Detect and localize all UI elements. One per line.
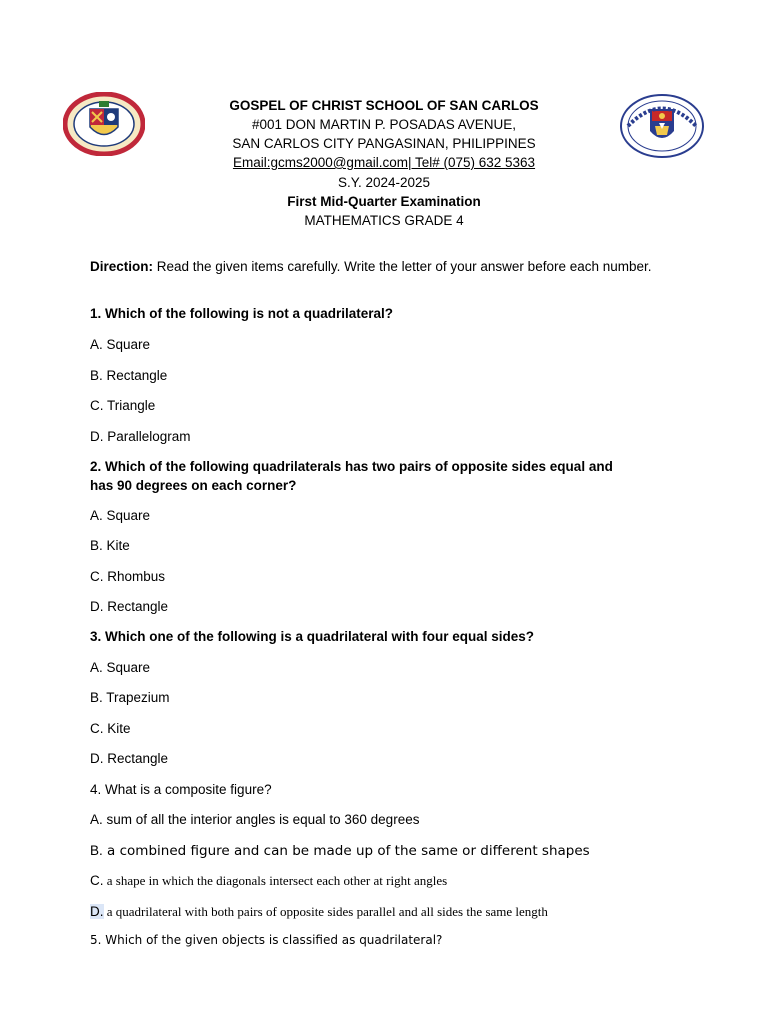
- q4-choice-d-letter[interactable]: D.: [90, 904, 104, 919]
- question-4: 4. What is a composite figure?: [90, 782, 272, 797]
- q3-choice-c: C. Kite: [90, 721, 131, 736]
- contact-line: [0, 155, 768, 171]
- q4-choice-c-letter: C.: [90, 873, 104, 888]
- q4-choice-c: [90, 873, 447, 889]
- q4-choice-c-text: a shape in which the diagonals intersect each other at right angles: [103, 873, 448, 888]
- direction-text: Read the given items carefully. Write the letter of your answer before each number.: [153, 259, 652, 274]
- q4-choice-b-text: a combined figure and can be made up of the same or different shapes: [102, 843, 590, 859]
- q3-choice-d: D. Rectangle: [90, 751, 169, 766]
- question-5: 5. Which of the given objects is classified as quadrilateral?: [90, 933, 443, 947]
- address-line-1: #001 DON MARTIN P. POSADAS AVENUE,: [251, 117, 517, 132]
- q1-choice-c: C. Triangle: [90, 398, 156, 413]
- q4-choice-a: [90, 812, 419, 828]
- q1-choice-a: A. Square: [90, 337, 151, 352]
- question-2-line-2: has 90 degrees on each corner?: [90, 478, 297, 493]
- q2-choice-a: A. Square: [90, 508, 151, 523]
- q1-choice-d: D. Parallelogram: [90, 429, 191, 444]
- q4-choice-a-letter: A.: [90, 812, 103, 827]
- q4-choice-d: [90, 904, 548, 920]
- school-year: S.Y. 2024-2025: [337, 175, 431, 190]
- direction-label: Direction:: [90, 259, 154, 274]
- q1-choice-b: B. Rectangle: [90, 368, 168, 383]
- contact-link[interactable]: Email:gcms2000@gmail.com| Tel# (075) 632 5363: [232, 155, 536, 170]
- q4-choice-d-text: a quadrilateral with both pairs of opposite sides parallel and all sides the same length: [103, 904, 548, 919]
- subject-title: MATHEMATICS GRADE 4: [304, 213, 464, 228]
- q2-choice-c: C. Rhombus: [90, 569, 166, 584]
- address-line-2: SAN CARLOS CITY PANGASINAN, PHILIPPINES: [232, 136, 536, 151]
- direction-paragraph: [90, 260, 680, 274]
- q2-choice-b: B. Kite: [90, 538, 130, 553]
- question-2-line-1: 2. Which of the following quadrilaterals has two pairs of opposite sides equal and: [90, 459, 613, 474]
- q4-choice-a-text: sum of all the interior angles is equal to 360 degrees: [102, 812, 420, 827]
- question-3: 3. Which one of the following is a quadrilateral with four equal sides?: [90, 629, 535, 644]
- q2-choice-d: D. Rectangle: [90, 599, 169, 614]
- q3-choice-a: A. Square: [90, 660, 151, 675]
- school-name: GOSPEL OF CHRIST SCHOOL OF SAN CARLOS: [229, 98, 539, 113]
- question-1: 1. Which of the following is not a quadrilateral?: [90, 306, 394, 321]
- exam-title: First Mid-Quarter Examination: [287, 194, 481, 209]
- q3-choice-b: B. Trapezium: [90, 690, 170, 705]
- q4-choice-b: [90, 843, 590, 859]
- q4-choice-b-letter: B.: [90, 843, 103, 858]
